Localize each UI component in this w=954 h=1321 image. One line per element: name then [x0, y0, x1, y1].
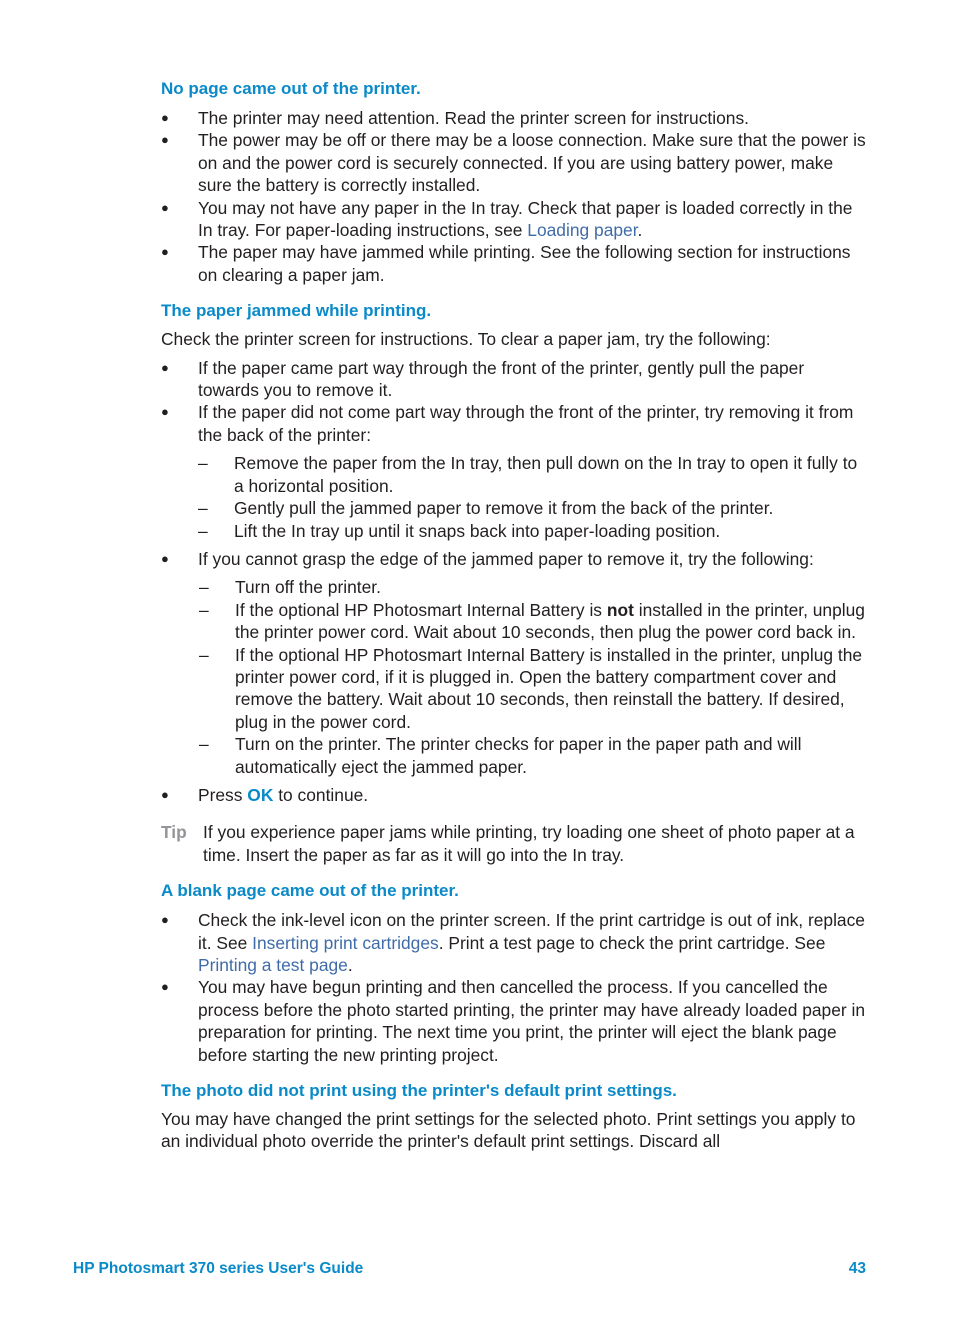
paper-jam-intro: Check the printer screen for instructions. To clear a paper jam, try the following:	[161, 329, 771, 350]
grasp-steps	[198, 576, 866, 778]
loading-paper-link[interactable]: Loading paper	[527, 220, 638, 241]
list-item: ● You may have begun printing and then cancelled the process. If you cancelled the process before the photo started printing, the printer may have already loaded paper in preparation for printing. The next time you print, the printer will eject the blank page before starting the new printing project.	[161, 976, 866, 1066]
list-item: ● If the paper came part way through the front of the printer, gently pull the paper towards you to remove it.	[161, 357, 866, 402]
text: If the paper did not come part way through the front of the printer, try removing it from the back of the printer:	[198, 402, 854, 445]
list-item: – Gently pull the jammed paper to remove it from the back of the printer.	[197, 497, 866, 519]
text: .	[347, 955, 353, 975]
footer-guide-title: HP Photosmart 370 series User's Guide	[73, 1260, 364, 1277]
list-item	[161, 548, 866, 778]
back-removal-steps	[197, 452, 866, 542]
text: If the optional HP Photosmart Internal Battery is	[235, 599, 607, 620]
list-item: ● The paper may have jammed while printing. See the following section for instructions on clearing a paper jam.	[161, 241, 866, 286]
default-settings-paragraph: You may have changed the print settings for the selected photo. Print settings you apply to an individual photo override the printer's default print settings. Discard all	[161, 1109, 856, 1152]
list-item: – Turn off the printer.	[198, 576, 866, 598]
text: Press	[198, 784, 248, 805]
page-content	[161, 78, 866, 1153]
emphasis: not	[606, 599, 634, 620]
list-item: ● The power may be off or there may be a loose connection. Make sure that the power is on and the power cord is securely connected. If you are using battery power, make sure the battery is correctly installed.	[161, 129, 866, 196]
heading-no-page: No page came out of the printer.	[161, 79, 421, 98]
ok-button-label: OK	[247, 784, 274, 805]
list-item: – Lift the In tray up until it snaps back into paper-loading position.	[197, 520, 866, 542]
blank-page-list	[161, 909, 866, 1066]
printing-test-page-link[interactable]: Printing a test page	[198, 955, 348, 975]
list-item	[198, 599, 866, 644]
heading-paper-jammed: The paper jammed while printing.	[161, 301, 432, 321]
paper-jam-list	[161, 357, 866, 807]
list-item: – Turn on the printer. The printer checks for paper in the paper path and will automatically eject the jammed paper.	[198, 733, 866, 778]
list-item	[161, 784, 866, 806]
inserting-print-cartridges-link[interactable]: Inserting print cartridges	[252, 932, 439, 953]
text: to continue.	[273, 784, 369, 805]
text: You may not have any paper in the In tray. Check that paper is loaded correctly in the In tray. For paper-loading instructions, see	[198, 197, 853, 241]
heading-default-settings: The photo did not print using the printer's default print settings.	[161, 1081, 677, 1101]
text: If you cannot grasp the edge of the jammed paper to remove it, try the following:	[198, 548, 814, 569]
tip-text: If you experience paper jams while printing, try loading one sheet of photo paper at a time. Insert the paper as far as it will go into the In tray.	[203, 822, 855, 865]
list-item	[161, 197, 866, 242]
footer-page-number: 43	[848, 1260, 866, 1277]
text: . Print a test page to check the print cartridge. See	[438, 932, 826, 953]
text: .	[637, 220, 643, 241]
text: installed in the printer, unplug the printer power cord. Wait about 10 seconds, then plug the power cord back in.	[235, 599, 865, 643]
list-item	[161, 401, 866, 541]
text: Check the ink-level icon on the printer screen. If the print cartridge is out of ink, replace it. See	[198, 910, 865, 953]
list-item: – If the optional HP Photosmart Internal Battery is installed in the printer, unplug the printer power cord, if it is plugged in. Open the battery compartment cover and remove the battery. Wait about 10 seconds, then reinstall the battery. If desired, plug in the power cord.	[198, 644, 866, 734]
tip-label: Tip	[161, 822, 187, 843]
heading-blank-page: A blank page came out of the printer.	[161, 881, 459, 901]
no-page-list	[161, 107, 866, 286]
list-item: – Remove the paper from the In tray, then pull down on the In tray to open it fully to a horizontal position.	[197, 452, 866, 497]
list-item	[161, 909, 866, 976]
tip-note	[161, 821, 866, 866]
list-item: ● The printer may need attention. Read the printer screen for instructions.	[161, 107, 866, 129]
